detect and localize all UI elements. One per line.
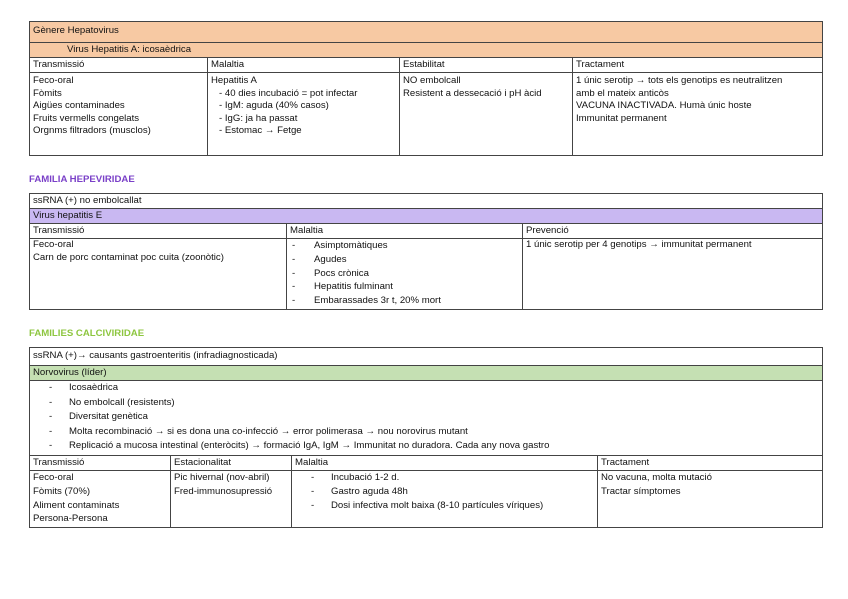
list-item: amb el mateix anticòs — [576, 87, 669, 99]
list-item: Tractar símptomes — [601, 485, 681, 497]
list-item: Orgnms filtradors (musclos) — [33, 125, 151, 137]
transmissio-cell — [30, 471, 171, 528]
heading-calciviridae: FAMILIES CALCIVIRIDAE — [29, 328, 145, 339]
virus-title: Virus hepatitis E — [30, 209, 823, 224]
header-transmissio: Transmissió — [30, 58, 208, 73]
list-item: - 40 dies incubació = pot infectar — [219, 87, 358, 99]
list-item: VACUNA INACTIVADA. Humà únic hoste — [576, 100, 752, 112]
list-item: - No embolcall (resistents) — [49, 396, 175, 408]
list-item: Pic hivernal (nov-abril) — [174, 472, 270, 483]
list-item: - Gastro aguda 48h — [311, 485, 408, 497]
header-tractament: Tractament — [598, 456, 823, 471]
malaltia-cell — [287, 239, 523, 310]
hepeviridae-table — [29, 193, 823, 310]
heading-hepeviridae: FAMILIA HEPEVIRIDAE — [29, 174, 135, 185]
malaltia-cell — [292, 471, 598, 528]
virus-title: Virus Hepatitis A: icosaèdrica — [30, 43, 823, 58]
list-item: Hepatitis A — [211, 75, 257, 86]
list-item: Feco-oral — [33, 472, 74, 483]
malaltia-cell — [208, 73, 400, 156]
estabilitat-cell — [400, 73, 573, 156]
prevencio-cell — [523, 239, 823, 310]
list-item: Aliment contaminats — [33, 499, 120, 511]
list-item: Aigües contaminades — [33, 100, 125, 112]
list-item: - Dosi infectiva molt baixa (8-10 partícules víriques) — [311, 499, 544, 511]
header-transmissio: Transmissió — [30, 456, 171, 471]
header-prevencio: Prevenció — [523, 224, 823, 239]
header-estacionalitat: Estacionalitat — [171, 456, 292, 471]
tractament-cell — [573, 73, 823, 156]
calciviridae-table — [29, 347, 823, 528]
header-transmissio: Transmissió — [30, 224, 287, 239]
tractament-cell — [598, 471, 823, 528]
list-item: - Estomac → Fetge — [219, 125, 302, 137]
hepatovirus-table — [29, 21, 823, 156]
header-estabilitat: Estabilitat — [400, 58, 573, 73]
virus-title: Norvovirus (líder) — [30, 366, 823, 381]
list-item: Fòmits — [33, 87, 62, 99]
header-malaltia: Malaltia — [287, 224, 523, 239]
header-tractament: Tractament — [573, 58, 823, 73]
list-item: - IgM: aguda (40% casos) — [219, 100, 329, 112]
features-cell — [30, 381, 823, 456]
header-malaltia: Malaltia — [208, 58, 400, 73]
genome-row: ssRNA (+) no embolcallat — [30, 194, 823, 209]
list-item: - Asimptomàtiques — [292, 240, 388, 251]
genome-row: ssRNA (+)→ causants gastroenteritis (infradiagnosticada) — [30, 348, 823, 366]
list-item: Resistent a dessecació i pH àcid — [403, 87, 542, 99]
transmissio-cell — [30, 239, 287, 310]
genus-title: Gènere Hepatovirus — [30, 22, 823, 43]
list-item: Immunitat permanent — [576, 112, 667, 124]
list-item: - Icosaèdrica — [49, 382, 119, 393]
list-item: Fred-immunosupressió — [174, 485, 273, 497]
list-item: - Agudes — [292, 253, 347, 265]
list-item: 1 únic serotip → tots els genotips es neutralitzen — [576, 75, 783, 86]
list-item: - Incubació 1-2 d. — [311, 472, 400, 483]
list-item: - Embarassades 3r t, 20% mort — [292, 295, 441, 307]
list-item: No vacuna, molta mutació — [601, 472, 712, 483]
list-item: - IgG: ja ha passat — [219, 112, 298, 124]
list-item: - Diversitat genètica — [49, 411, 148, 423]
list-item: - Replicació a mucosa intestinal (enteròcits) → formació IgA, IgM → Immunitat no duradora. Cada any nova gastro — [49, 440, 550, 452]
header-malaltia: Malaltia — [292, 456, 598, 471]
estacionalitat-cell — [171, 471, 292, 528]
list-item: - Hepatitis fulminant — [292, 281, 393, 293]
list-item: Persona-Persona — [33, 513, 108, 525]
list-item: - Pocs crònica — [292, 267, 369, 279]
list-item: Carn de porc contaminat poc cuita (zoonòtic) — [33, 251, 224, 263]
list-item: Feco-oral — [33, 239, 74, 250]
list-item: Fruits vermells congelats — [33, 112, 140, 124]
list-item: NO embolcall — [403, 75, 461, 86]
list-item: 1 únic serotip per 4 genotips → immunitat permanent — [526, 239, 752, 250]
transmissio-cell — [30, 73, 208, 156]
list-item: - Molta recombinació → si es dona una co-infecció → error polimerasa → nou norovirus mutant — [49, 425, 468, 437]
list-item: Fòmits (70%) — [33, 485, 91, 497]
list-item: Feco-oral — [33, 75, 74, 86]
